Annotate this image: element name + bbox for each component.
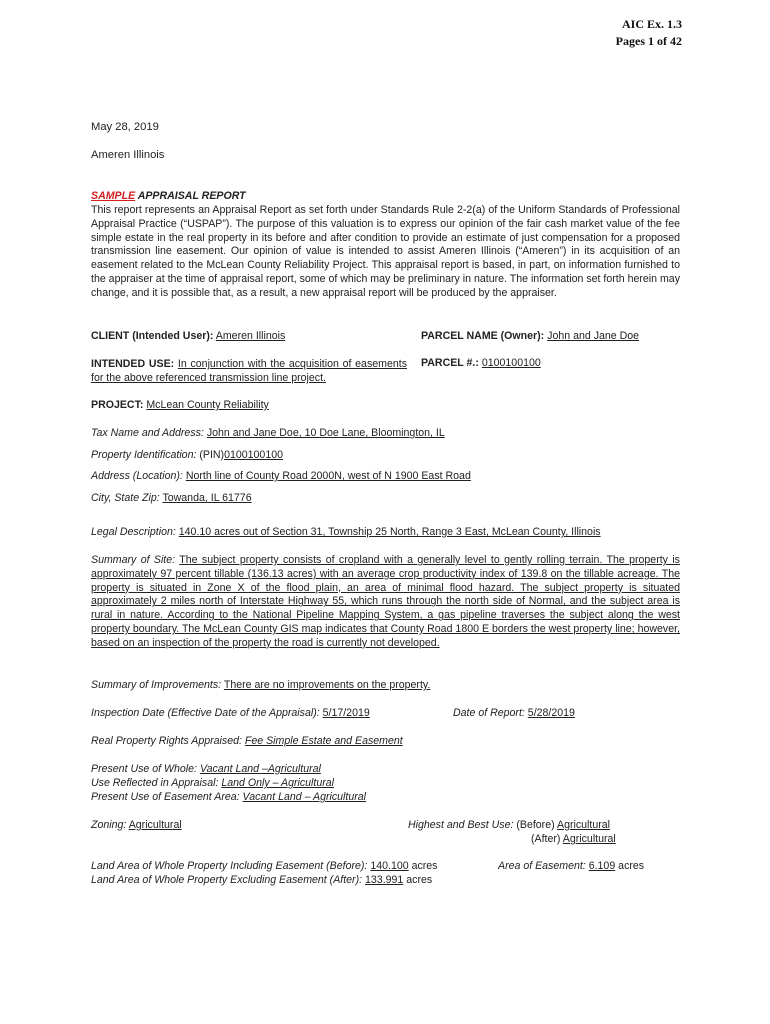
inspection-date-field	[91, 707, 370, 719]
parcel-number-label: PARCEL #.:	[421, 357, 479, 369]
land-area-before-unit: acres	[411, 860, 438, 872]
summary-site-field	[91, 554, 680, 651]
sample-label: SAMPLE	[91, 190, 136, 202]
legal-description-field	[91, 526, 601, 538]
land-area-after-value: 133.991	[365, 874, 404, 886]
present-use-whole-label: Present Use of Whole:	[91, 763, 197, 775]
intended-use-label: INTENDED USE:	[91, 358, 175, 370]
city-state-zip-value: Towanda, IL 61776	[162, 492, 252, 504]
tax-name-value: John and Jane Doe, 10 Doe Lane, Bloomington, IL	[206, 427, 445, 439]
hbu-before-value: Agricultural	[557, 819, 610, 831]
report-date-line: May 28, 2019	[91, 121, 159, 133]
address-location-value: North line of County Road 2000N, west of N 1900 East Road	[185, 470, 471, 482]
zoning-label: Zoning:	[91, 819, 127, 831]
parcel-name-label: PARCEL NAME (Owner):	[421, 330, 545, 342]
addressee: Ameren Illinois	[91, 149, 165, 161]
land-area-after-label: Land Area of Whole Property Excluding Easement (After):	[91, 874, 363, 886]
page-count: Pages 1 of 42	[615, 34, 682, 48]
exhibit-label: AIC Ex. 1.3	[621, 17, 682, 31]
land-area-before-value: 140.100	[370, 860, 409, 872]
date-of-report-field	[453, 707, 575, 719]
present-use-whole-field	[91, 763, 321, 775]
use-reflected-value: Land Only – Agricultural	[221, 777, 335, 789]
highest-best-use-field	[408, 819, 610, 831]
project-label: PROJECT:	[91, 399, 144, 411]
address-location-field	[91, 470, 471, 482]
present-use-easement-value: Vacant Land – Agricultural	[242, 791, 367, 803]
pin-value: 0100100100	[224, 449, 283, 461]
hbu-after-field	[531, 833, 616, 845]
area-easement-field	[498, 860, 644, 872]
highest-best-use-label: Highest and Best Use:	[408, 819, 514, 831]
report-title-text: APPRAISAL REPORT	[135, 190, 246, 202]
intended-use-value: In conjunction with the acquisition of easements for the above referenced transmission line project.	[91, 358, 407, 384]
summary-improvements-label: Summary of Improvements:	[91, 679, 222, 691]
summary-improvements-value: There are no improvements on the property.	[223, 679, 431, 691]
intended-use-field	[91, 357, 407, 385]
use-reflected-field	[91, 777, 334, 789]
present-use-easement-label: Present Use of Easement Area:	[91, 791, 240, 803]
land-area-after-field	[91, 874, 432, 886]
parcel-number-value: 0100100100	[481, 357, 541, 369]
land-area-before-label: Land Area of Whole Property Including Easement (Before):	[91, 860, 368, 872]
date-of-report-value: 5/28/2019	[527, 707, 575, 719]
report-title	[91, 190, 246, 202]
hbu-after-prefix: (After)	[531, 833, 561, 845]
property-rights-field	[91, 735, 403, 747]
date-of-report-label: Date of Report:	[453, 707, 525, 719]
tax-name-field	[91, 427, 445, 439]
intro-paragraph: This report represents an Appraisal Report as set forth under Standards Rule 2-2(a) of the Uniform Standards of Professional Appraisal Practice (“USPAP”). The purpose of this valuation is to express our opinion of the fair cash market value of the fee simple estate in the real property in its before and after condition to provide an estimate of just compensation for a proposed transmission line easement. Our opinion of value is intended to assist Ameren Illinois (“Ameren”) in its acquisition of an easement related to the McLean County Reliability Project. This appraisal report is based, in part, on information furnished to the appraiser at the time of appraisal report, some of which may be preliminary in nature. The information set forth herein may change, and it is possible that, as a result, a new appraisal report will be produced by the appraiser.	[91, 204, 680, 299]
summary-site-label: Summary of Site:	[91, 554, 176, 566]
pin-label: Property Identification:	[91, 449, 197, 461]
hbu-before-prefix: (Before)	[516, 819, 555, 831]
parcel-name-field	[421, 330, 639, 342]
present-use-whole-value: Vacant Land –Agricultural	[199, 763, 321, 775]
city-state-zip-label: City, State Zip:	[91, 492, 160, 504]
client-label: CLIENT (Intended User):	[91, 330, 214, 342]
property-rights-value: Fee Simple Estate and Easement	[244, 735, 403, 747]
use-reflected-label: Use Reflected in Appraisal:	[91, 777, 219, 789]
project-field	[91, 399, 269, 411]
address-location-label: Address (Location):	[91, 470, 183, 482]
legal-description-label: Legal Description:	[91, 526, 176, 538]
project-value: McLean County Reliability	[146, 399, 269, 411]
area-easement-unit: acres	[618, 860, 645, 872]
pin-field	[91, 449, 283, 461]
client-value: Ameren Illinois	[215, 330, 286, 342]
hbu-after-value: Agricultural	[562, 833, 616, 845]
summary-site-value: The subject property consists of cropland with a generally level to gently rolling terrain. The property is approximately 97 percent tillable (136.13 acres) with an average crop productivity index of 139.8 on the tillable acreage. The property is situated in Zone X of the flood plain, an area of minimal flood hazard. The subject property is situated approximately 2 miles north of Interstate Highway 55, which runs through the north side of Normal, and the subject area is rural in nature. According to the National Pipeline Mapping System, a gas pipeline traverses the subject along the west property boundary. The McLean County GIS map indicates that County Road 1800 E borders the west property line; however, based on an inspection of the property the road is currently not developed.	[91, 554, 680, 649]
city-state-zip-field	[91, 492, 252, 504]
area-easement-value: 6.109	[588, 860, 616, 872]
zoning-value: Agricultural	[128, 819, 182, 831]
inspection-date-label: Inspection Date (Effective Date of the Appraisal):	[91, 707, 320, 719]
property-rights-label: Real Property Rights Appraised:	[91, 735, 242, 747]
summary-improvements-field	[91, 679, 430, 691]
tax-name-label: Tax Name and Address:	[91, 427, 204, 439]
parcel-name-value: John and Jane Doe	[547, 330, 640, 342]
zoning-field	[91, 819, 182, 831]
client-field	[91, 330, 285, 342]
parcel-number-field	[421, 357, 541, 369]
land-area-before-field	[91, 860, 437, 872]
legal-description-value: 140.10 acres out of Section 31, Township 25 North, Range 3 East, McLean County, Illinois	[178, 526, 601, 538]
inspection-date-value: 5/17/2019	[322, 707, 370, 719]
land-area-after-unit: acres	[406, 874, 433, 886]
pin-prefix: (PIN)	[199, 449, 225, 461]
present-use-easement-field	[91, 791, 366, 803]
area-easement-label: Area of Easement:	[498, 860, 586, 872]
